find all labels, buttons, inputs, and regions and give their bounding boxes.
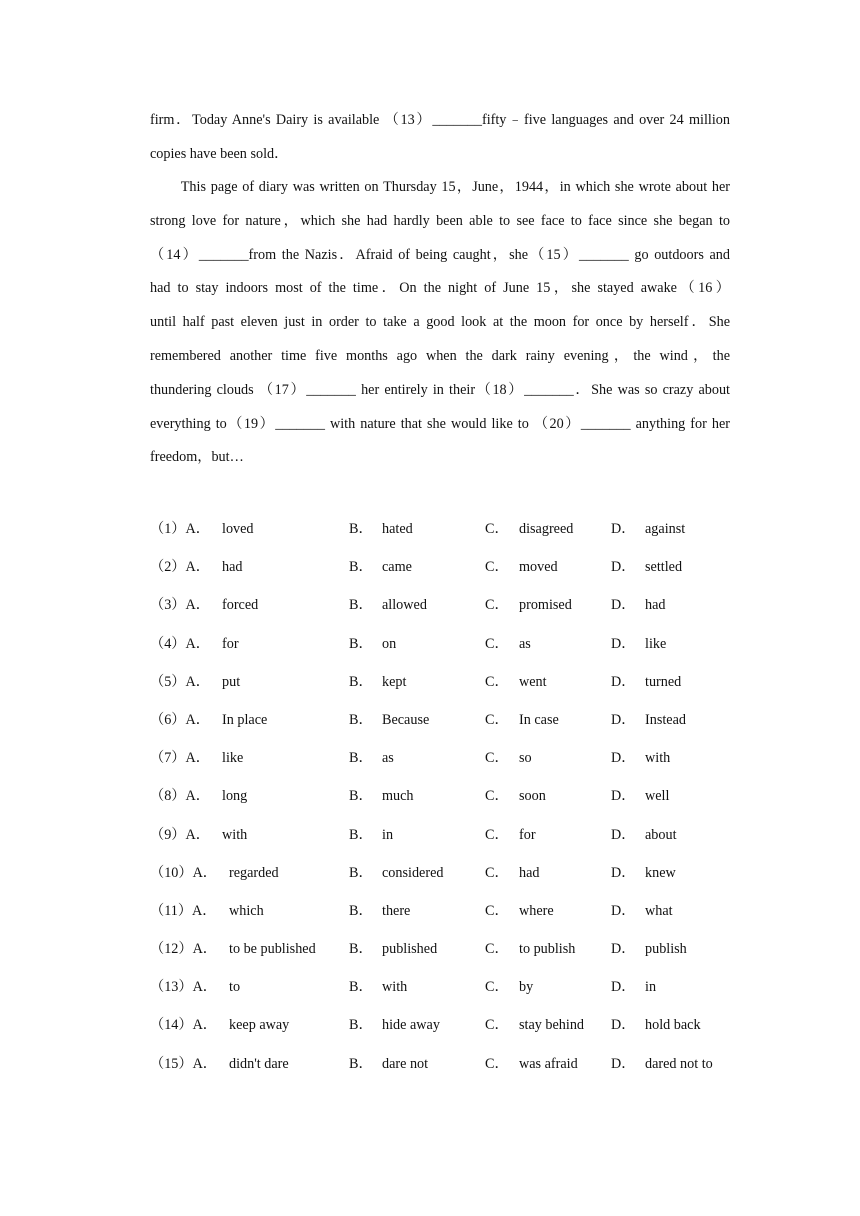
question-number: （7）A． <box>150 750 210 767</box>
option-b: with <box>382 979 408 996</box>
option-d: turned <box>645 673 682 690</box>
question-row <box>150 548 750 586</box>
text-line: copies have been sold． <box>150 145 289 162</box>
option-b-label: B． <box>349 788 373 805</box>
option-c-label: C． <box>485 864 509 881</box>
option-c-label: C． <box>485 1017 509 1034</box>
option-d: dared not to <box>645 1055 713 1072</box>
option-d: had <box>645 597 666 614</box>
option-a: regarded <box>229 864 279 881</box>
option-c-label: C． <box>485 711 509 728</box>
passage-paragraph-2 <box>150 171 730 475</box>
option-b: much <box>382 788 414 805</box>
option-a: which <box>229 902 264 919</box>
option-c-label: C． <box>485 826 509 843</box>
passage-paragraph-1 <box>150 104 730 172</box>
option-c-label: C． <box>485 979 509 996</box>
option-c-label: C． <box>485 559 509 576</box>
question-number: （4）A． <box>150 635 210 652</box>
question-row <box>150 625 750 663</box>
question-number: （5）A． <box>150 673 210 690</box>
option-b: dare not <box>382 1055 429 1072</box>
option-c-label: C． <box>485 750 509 767</box>
option-c-label: C． <box>485 1055 509 1072</box>
option-b: came <box>382 559 412 576</box>
option-b-label: B． <box>349 1017 373 1034</box>
option-d: Instead <box>645 711 686 728</box>
option-c: stay behind <box>519 1017 585 1034</box>
text-line: This page of diary was written on Thursday 15，June，1944，in which she wrote about her <box>150 179 730 195</box>
question-number: （15）A． <box>150 1055 217 1072</box>
option-a: keep away <box>229 1017 290 1034</box>
option-a: forced <box>222 597 259 614</box>
option-a: with <box>222 826 248 843</box>
option-c-label: C． <box>485 788 509 805</box>
option-d-label: D． <box>611 559 636 576</box>
question-number: （1）A． <box>150 521 210 537</box>
option-d-label: D． <box>611 864 636 881</box>
question-number: （6）A． <box>150 711 210 728</box>
option-b: considered <box>382 864 444 881</box>
option-a: like <box>222 750 244 767</box>
option-d: with <box>645 750 671 767</box>
option-d: knew <box>645 864 676 881</box>
question-number: （11）A． <box>150 902 217 919</box>
question-row <box>150 892 750 930</box>
question-row <box>150 854 750 892</box>
option-b-label: B． <box>349 750 373 767</box>
option-a: didn't dare <box>229 1055 289 1072</box>
option-d-label: D． <box>611 673 636 690</box>
option-c: was afraid <box>519 1055 578 1072</box>
option-d-label: D． <box>611 635 636 652</box>
option-b-label: B． <box>349 711 373 728</box>
option-d-label: D． <box>611 941 636 958</box>
option-c: had <box>519 864 540 881</box>
text-line: remembered another time five months ago when the dark rainy evening，the wind，the <box>150 347 730 364</box>
option-b: hated <box>382 521 413 537</box>
option-b: on <box>382 635 397 652</box>
option-d: what <box>645 902 673 919</box>
text-line: （14）_______from the Nazis．Afraid of being caught，she（15）_______ go outdoors and <box>150 246 730 263</box>
question-row <box>150 816 750 854</box>
option-b-label: B． <box>349 826 373 843</box>
option-d-label: D． <box>611 788 636 805</box>
question-number: （9）A． <box>150 826 210 843</box>
question-row <box>150 968 750 1006</box>
option-c: where <box>519 902 554 919</box>
text-line: everything to（19）_______ with nature that she would like to （20）_______ anything for her <box>150 415 730 432</box>
question-number: （10）A． <box>150 864 217 881</box>
option-d-label: D． <box>611 750 636 767</box>
option-b-label: B． <box>349 941 373 958</box>
text-line: thundering clouds （17）_______ her entirely in their（18）_______．She was so crazy about <box>150 381 730 398</box>
option-c-label: C． <box>485 635 509 652</box>
text-line: until half past eleven just in order to take a good look at the moon for once by herself．She <box>150 314 730 331</box>
option-c: so <box>519 750 532 767</box>
option-c: went <box>519 673 547 690</box>
question-row <box>150 510 750 548</box>
option-c: to publish <box>519 941 576 958</box>
option-d-label: D． <box>611 902 636 919</box>
option-a: to <box>229 979 241 996</box>
option-b-label: B． <box>349 521 373 537</box>
text-line: freedom，but… <box>150 449 244 466</box>
option-b-label: B． <box>349 864 373 881</box>
option-d-label: D． <box>611 826 636 843</box>
option-a: to be published <box>229 941 316 958</box>
option-c-label: C． <box>485 941 509 958</box>
option-b: as <box>382 750 394 767</box>
option-b-label: B． <box>349 1055 373 1072</box>
option-b: allowed <box>382 597 427 614</box>
option-c-label: C． <box>485 902 509 919</box>
option-b-label: B． <box>349 979 373 996</box>
option-d-label: D． <box>611 711 636 728</box>
question-number: （14）A． <box>150 1017 217 1034</box>
question-row <box>150 663 750 701</box>
option-b: in <box>382 826 394 843</box>
option-d: publish <box>645 941 687 958</box>
option-d-label: D． <box>611 521 636 537</box>
option-a: put <box>222 673 241 690</box>
text-line: had to stay indoors most of the time．On the night of June 15，she stayed awake（16） <box>150 280 730 297</box>
option-b: kept <box>382 673 407 690</box>
option-d: against <box>645 521 686 537</box>
option-c: promised <box>519 597 572 614</box>
text-line: firm．Today Anne's Dairy is available （13）_______fifty﹣five languages and over 24 million <box>150 112 730 128</box>
option-a: for <box>222 635 239 652</box>
option-a: In place <box>222 711 268 728</box>
option-c: moved <box>519 559 558 576</box>
option-c: by <box>519 979 534 996</box>
question-number: （12）A． <box>150 941 217 958</box>
option-d: in <box>645 979 657 996</box>
question-row <box>150 586 750 624</box>
option-a: had <box>222 559 243 576</box>
question-row <box>150 930 750 968</box>
option-b: there <box>382 902 411 919</box>
option-b-label: B． <box>349 559 373 576</box>
option-b-label: B． <box>349 597 373 614</box>
question-number: （13）A． <box>150 979 217 996</box>
option-b-label: B． <box>349 902 373 919</box>
option-c: disagreed <box>519 521 574 537</box>
option-d: like <box>645 635 667 652</box>
option-b: published <box>382 941 438 958</box>
option-b: hide away <box>382 1017 440 1034</box>
option-d: about <box>645 826 677 843</box>
option-d-label: D． <box>611 1017 636 1034</box>
question-row <box>150 1045 750 1083</box>
option-c: soon <box>519 788 546 805</box>
option-c: as <box>519 635 531 652</box>
option-d: well <box>645 788 670 805</box>
option-a: loved <box>222 521 254 537</box>
option-d: settled <box>645 559 683 576</box>
question-row <box>150 1006 750 1044</box>
question-row <box>150 701 750 739</box>
option-b-label: B． <box>349 673 373 690</box>
question-number: （8）A． <box>150 788 210 805</box>
question-row <box>150 739 750 777</box>
option-d-label: D． <box>611 1055 636 1072</box>
option-c-label: C． <box>485 673 509 690</box>
option-d-label: D． <box>611 979 636 996</box>
option-b-label: B． <box>349 635 373 652</box>
option-d: hold back <box>645 1017 701 1034</box>
option-b: Because <box>382 711 430 728</box>
question-number: （2）A． <box>150 559 210 576</box>
option-a: long <box>222 788 248 805</box>
option-c: In case <box>519 711 559 728</box>
question-row <box>150 777 750 815</box>
answer-options-list <box>150 510 750 1083</box>
option-c: for <box>519 826 536 843</box>
option-d-label: D． <box>611 597 636 614</box>
option-c-label: C． <box>485 597 509 614</box>
question-number: （3）A． <box>150 597 210 614</box>
option-c-label: C． <box>485 521 509 537</box>
text-line: strong love for nature，which she had hardly been able to see face to face since she began to <box>150 212 730 229</box>
